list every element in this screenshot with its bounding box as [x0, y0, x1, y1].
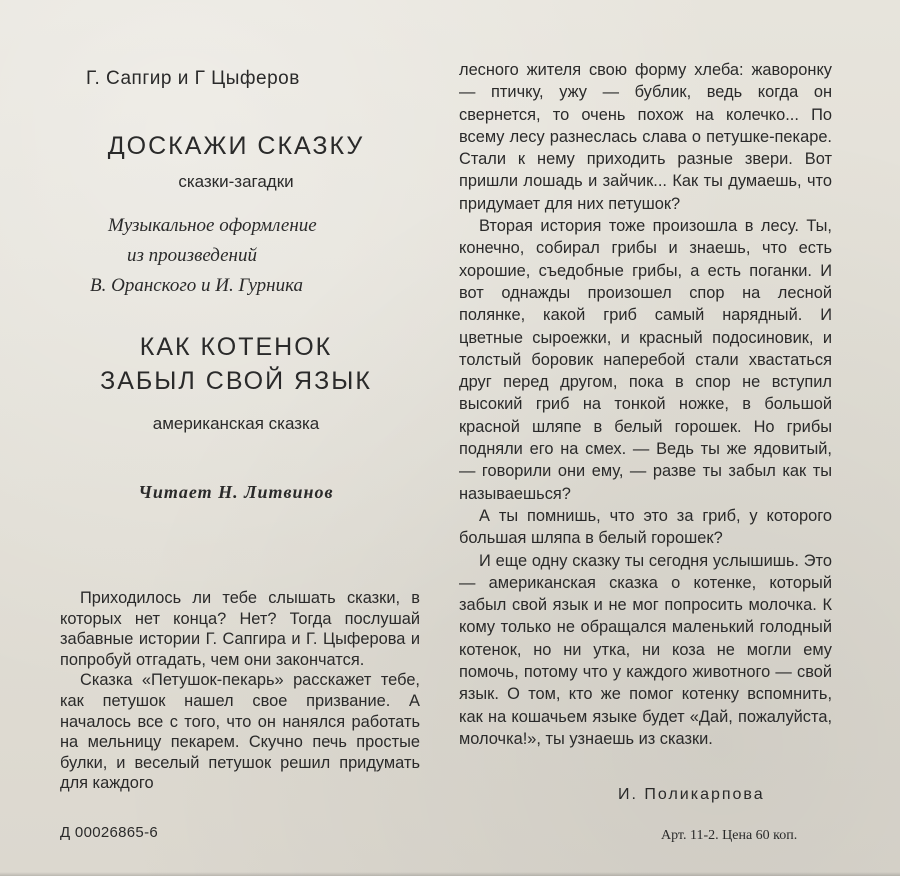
record2-title-line: ЗАБЫЛ СВОЙ ЯЗЫК — [100, 367, 372, 395]
paragraph: И еще одну сказку ты сегодня услышишь. Это — американская сказка о котенке, который забыл свой язык и не мог попросить молочка. К кому только не обращался маленький голодный котенок, но ни утка, ни коза не могли ему помочь, потому что у каждого животного — свой язык. О том, кто же помог котенку вспомнить, как на кошачьем языке будет «Дай, пожалуйста, молочка!», ты узнаешь из сказки. — [459, 551, 832, 748]
record2-title-line: КАК КОТЕНОК — [139, 333, 333, 361]
story-text — [459, 59, 832, 750]
page-edge-shadow — [0, 872, 900, 876]
paragraph: Приходилось ли тебе слышать сказки, в которых нет конца? Нет? Тогда послушай забавные истории Г. Сапгира и Г. Цыферова и попробуй отгадать, чем они закончатся. — [60, 589, 420, 669]
left-column — [60, 0, 432, 876]
paragraph: Сказка «Петушок-пекарь» расскажет тебе, как петушок нашел свое призвание. А началось все с того, что он нанялся работать на мельницу пекарем. Скучно печь простые булки, и веселый петушок решил придумать для каждого — [60, 671, 420, 793]
catalog-number: Д 00026865-6 — [60, 824, 159, 841]
music-credit-line: из произведений — [127, 245, 257, 266]
paragraph: Вторая история тоже произошла в лесу. Ты, конечно, собирал грибы и знаешь, что есть хорошие, съедобные грибы, а есть поганки. И вот однажды произошел спор на лесной полянке, какой гриб самый нарядный. И цветные сыроежки, и красный подосиновик, и толстый боровик наперебой стали хвастаться друг перед другом, пока в спор не вступил высокий гриб на тонкой ножке, в большой красной шляпе в белый горошек. Но грибы подняли его на смех. — Ведь ты же ядовитый, — говорили они ему, — разве ты забыл как ты называешься? — [459, 217, 832, 503]
music-credits — [90, 211, 410, 301]
right-column — [459, 59, 832, 750]
music-credit-line: В. Оранского и И. Гурника — [90, 275, 303, 296]
record1-title: ДОСКАЖИ СКАЗКУ — [107, 132, 365, 160]
author-signature: И. Поликарпова — [618, 786, 765, 803]
record2-title — [60, 330, 412, 398]
intro-text — [60, 588, 420, 794]
reader-credit: Читает Н. Литвинов — [138, 482, 334, 502]
price-label: Арт. 11-2. Цена 60 коп. — [661, 828, 798, 843]
authors-line: Г. Сапгир и Г Цыферов — [86, 68, 300, 89]
paragraph: лесного жителя свою форму хлеба: жаворонку — птичку, ужу — бублик, ведь когда он свернется, то очень похож на колечко... По всему лесу разнеслась слава о петушке-пекаре. Стали к нему приходить разные звери. Вот пришли лошадь и зайчик... Как ты думаешь, что придумает для них петушок? — [459, 61, 832, 213]
record1-subtitle: сказки-загадки — [178, 172, 294, 191]
paragraph: А ты помнишь, что это за гриб, у которого большая шляпа в белый горошек? — [459, 506, 832, 548]
music-credit-line: Музыкальное оформление — [108, 215, 317, 236]
record2-subtitle: американская сказка — [152, 414, 320, 433]
